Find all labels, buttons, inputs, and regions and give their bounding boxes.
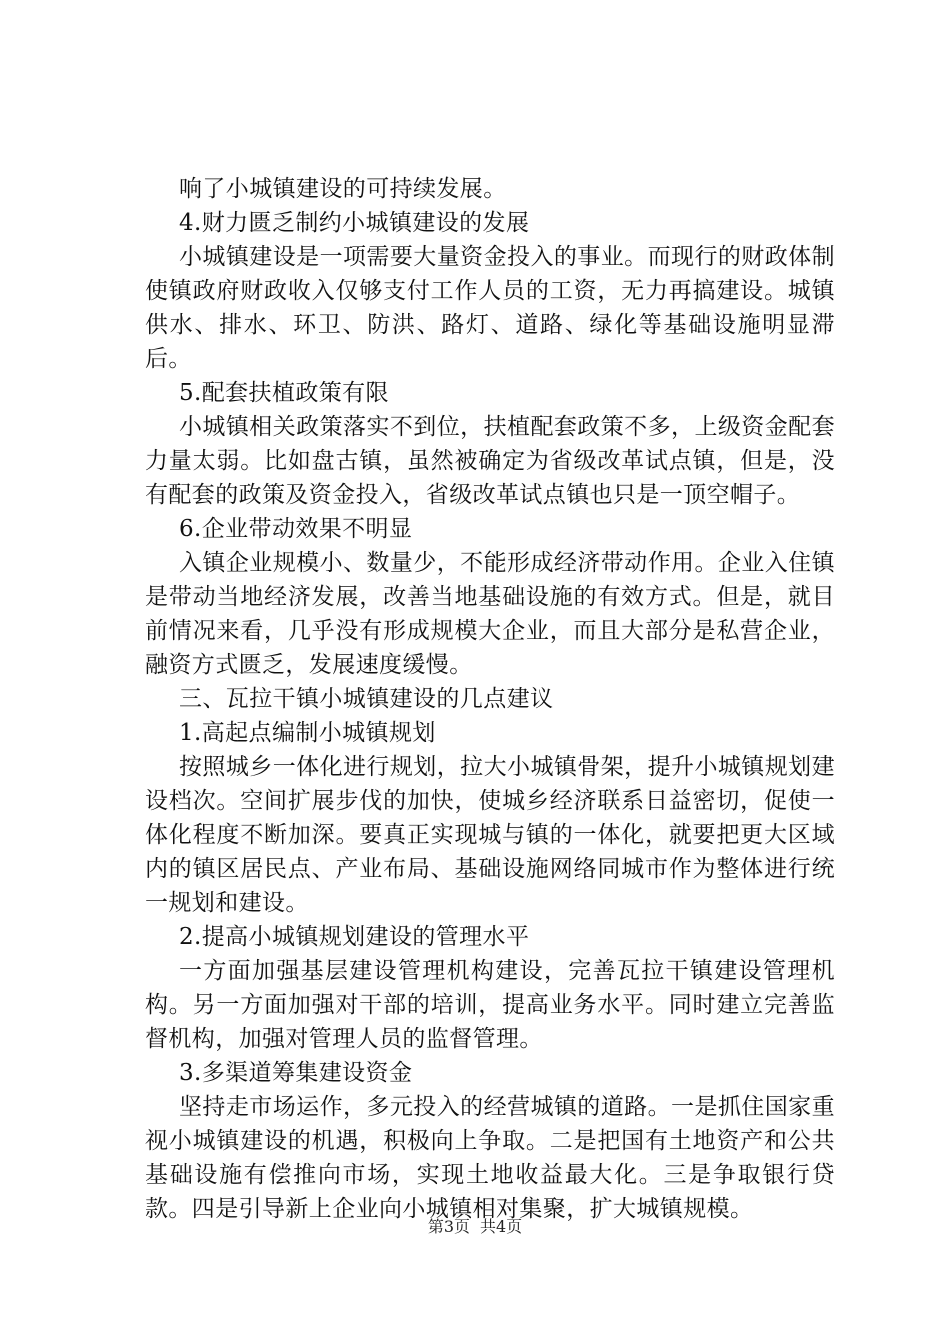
chapter-heading: 三、瓦拉干镇小城镇建设的几点建议 bbox=[179, 686, 554, 712]
section-heading: 3.多渠道筹集建设资金 bbox=[179, 1060, 413, 1086]
page-number: 第3页 bbox=[427, 1217, 470, 1236]
paragraph: 一方面加强基层建设管理机构建设，完善瓦拉干镇建设管理机构。另一方面加强对干部的培训，提高业务水平。同时建立完善监督机构，加强对管理人员的监督管理。 bbox=[145, 958, 835, 1052]
section-heading: 1.高起点编制小城镇规划 bbox=[179, 720, 436, 746]
paragraph: 入镇企业规模小、数量少，不能形成经济带动作用。企业入住镇是带动当地经济发展，改善当地基础设施的有效方式。但是，就目前情况来看，几乎没有形成规模大企业，而且大部分是私营企业，融资方式匮乏，发展速度缓慢。 bbox=[145, 550, 835, 678]
paragraph: 按照城乡一体化进行规划，拉大小城镇骨架，提升小城镇规划建设档次。空间扩展步伐的加快，使城乡经济联系日益密切，促使一体化程度不断加深。要真正实现城与镇的一体化，就要把更大区域内的镇区居民点、产业布局、基础设施网络同城市作为整体进行统一规划和建设。 bbox=[145, 754, 835, 916]
section-heading: 2.提高小城镇规划建设的管理水平 bbox=[179, 924, 530, 950]
paragraph: 小城镇建设是一项需要大量资金投入的事业。而现行的财政体制使镇政府财政收入仅够支付工作人员的工资，无力再搞建设。城镇供水、排水、环卫、防洪、路灯、道路、绿化等基础设施明显滞后。 bbox=[145, 244, 835, 372]
section-heading: 4.财力匮乏制约小城镇建设的发展 bbox=[179, 210, 530, 236]
document-body bbox=[145, 172, 835, 1226]
page-footer bbox=[0, 1216, 950, 1238]
section-heading: 6.企业带动效果不明显 bbox=[179, 516, 413, 542]
paragraph: 坚持走市场运作，多元投入的经营城镇的道路。一是抓住国家重视小城镇建设的机遇，积极向上争取。二是把国有土地资产和公共基础设施有偿推向市场，实现土地收益最大化。三是争取银行贷款。四是引导新上企业向小城镇相对集聚，扩大城镇规模。 bbox=[145, 1094, 835, 1222]
page-total: 共4页 bbox=[480, 1217, 523, 1236]
paragraph: 响了小城镇建设的可持续发展。 bbox=[179, 176, 507, 202]
paragraph: 小城镇相关政策落实不到位，扶植配套政策不多，上级资金配套力量太弱。比如盘古镇，虽然被确定为省级改革试点镇，但是，没有配套的政策及资金投入，省级改革试点镇也只是一顶空帽子。 bbox=[145, 414, 835, 508]
section-heading: 5.配套扶植政策有限 bbox=[179, 380, 389, 406]
